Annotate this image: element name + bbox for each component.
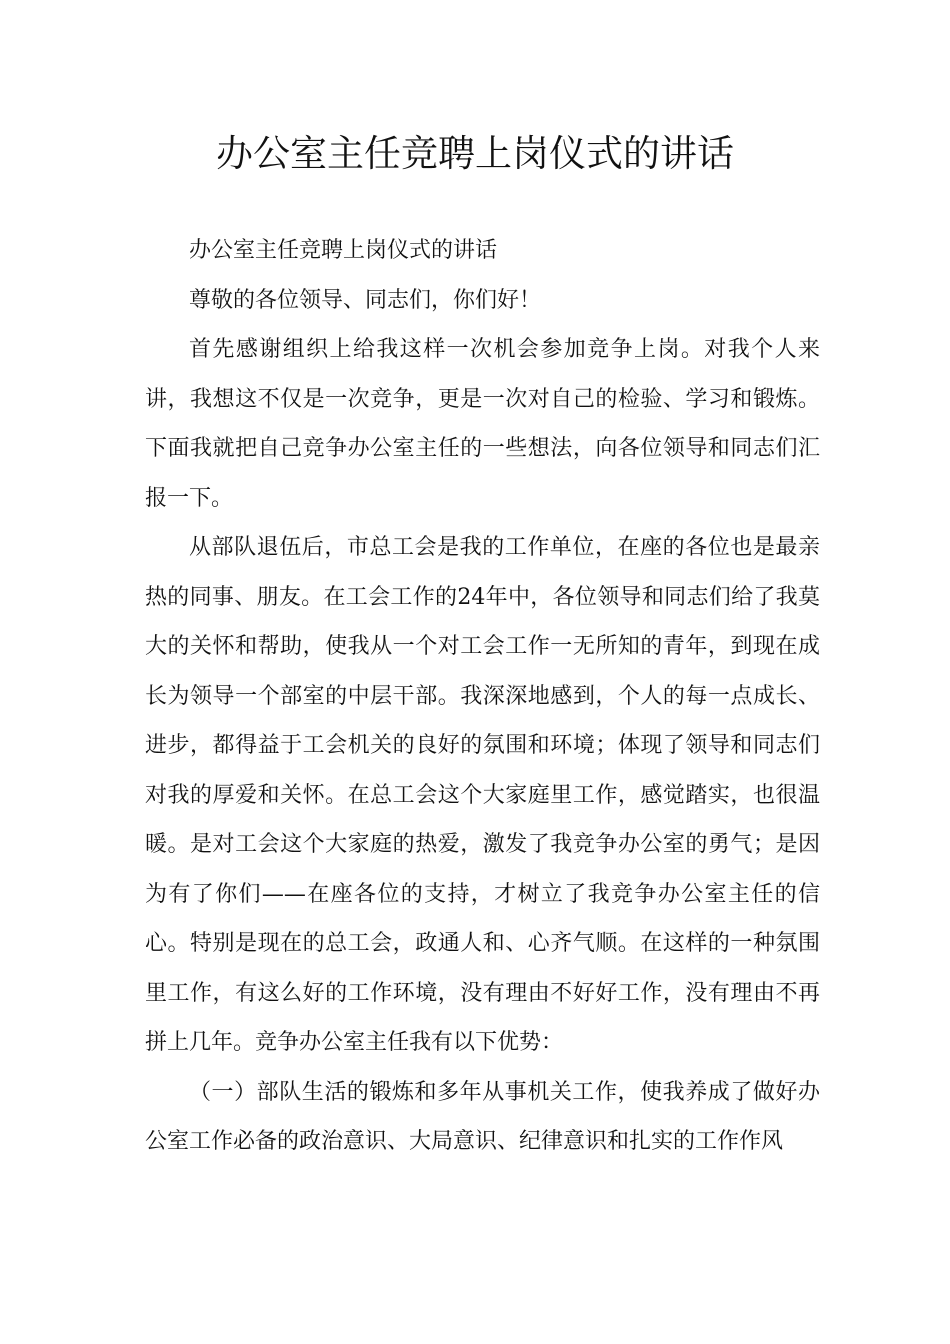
document-body xyxy=(145,226,820,1167)
paragraph-greeting: 尊敬的各位领导、同志们，你们好！ xyxy=(189,287,542,313)
document-title: 办公室主任竞聘上岗仪式的讲话 xyxy=(216,132,734,175)
paragraph-intro: 首先感谢组织上给我这样一次机会参加竞争上岗。对我个人来讲，我想这不仅是一次竞争，更是一次对自己的检验、学习和锻炼。下面我就把自己竞争办公室主任的一些想法，向各位领导和同志们汇报一下。 xyxy=(145,337,820,511)
paragraph-subtitle: 办公室主任竞聘上岗仪式的讲话 xyxy=(189,238,498,263)
paragraph-background: 从部队退伍后，市总工会是我的工作单位，在座的各位也是最亲热的同事、朋友。在工会工作的24年中，各位领导和同志们给了我莫大的关怀和帮助，使我从一个对工会工作一无所知的青年，到现在成长为领导一个部室的中层干部。我深深地感到，个人的每一点成长、进步，都得益于工会机关的良好的氛围和环境；体现了领导和同志们对我的厚爱和关怀。在总工会这个大家庭里工作，感觉踏实，也很温暖。是对工会这个大家庭的热爱，激发了我竞争办公室的勇气；是因为有了你们——在座各位的支持，才树立了我竞争办公室主任的信心。特别是现在的总工会，政通人和、心齐气顺。在这样的一种氛围里工作，有这么好的工作环境，没有理由不好好工作，没有理由不再拼上几年。竞争办公室主任我有以下优势： xyxy=(145,535,820,1055)
paragraph-advantage-1: （一）部队生活的锻炼和多年从事机关工作，使我养成了做好办公室工作必备的政治意识、大局意识、纪律意识和扎实的工作作风 xyxy=(145,1079,820,1154)
